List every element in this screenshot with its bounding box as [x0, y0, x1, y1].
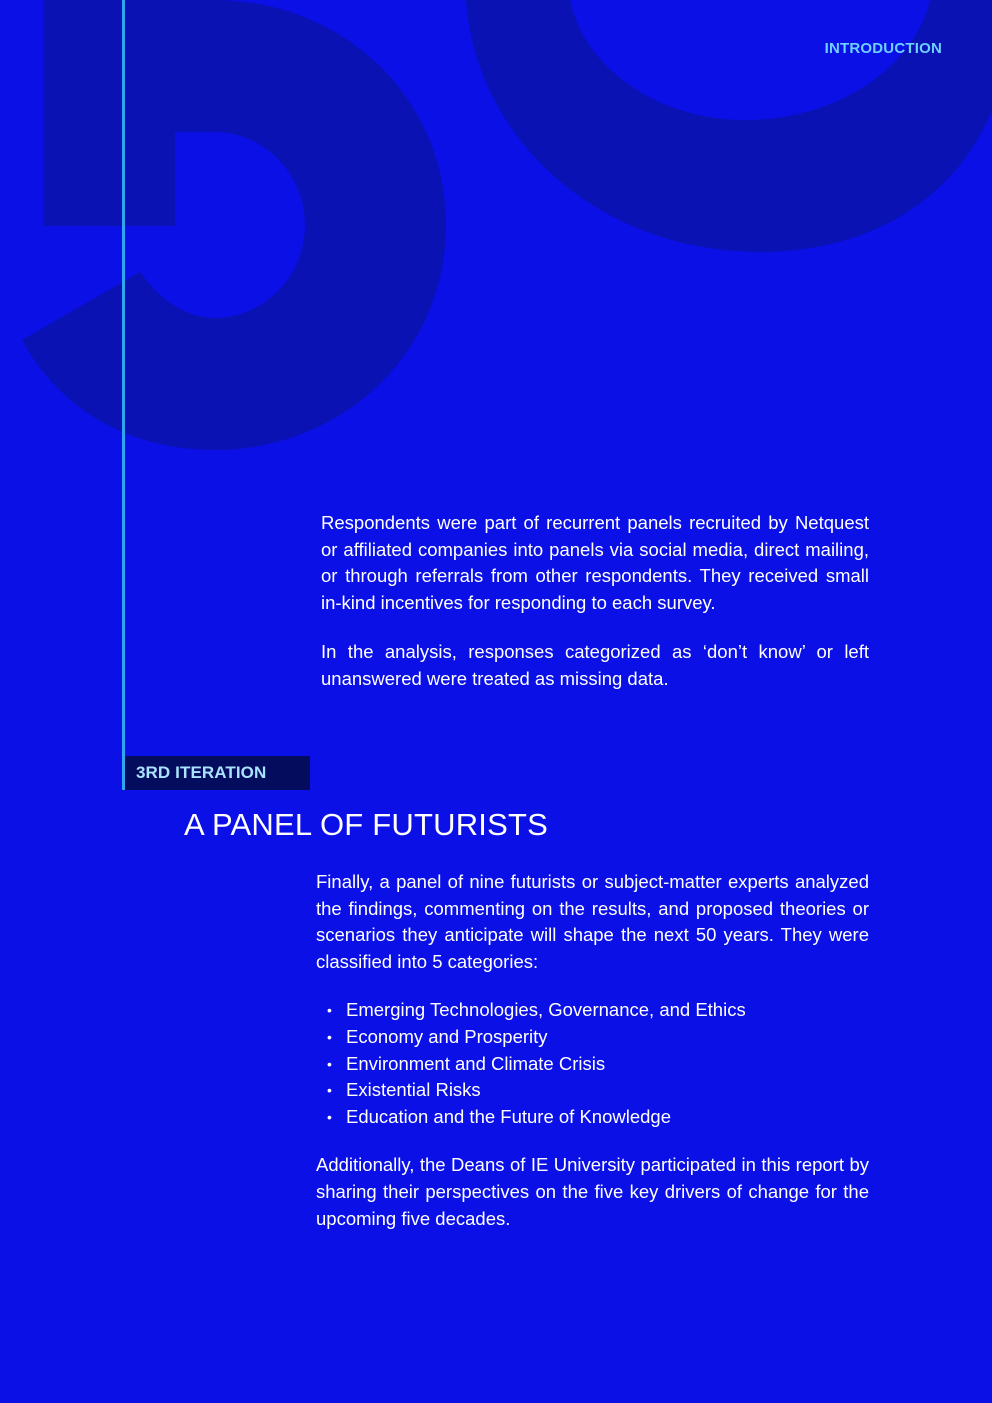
section-title: A PANEL OF FUTURISTS: [184, 807, 548, 842]
numeral-zero-ring: [466, 0, 992, 252]
intro-paragraph-1: Respondents were part of recurrent panels recruited by Netquest or affiliated companies into panels via social media, direct mailing, or through referrals from other respondents. They received small in-kind incentives for responding to each survey.: [321, 512, 869, 613]
category-label: Environment and Climate Crisis: [346, 1052, 606, 1074]
futurists-paragraph: Finally, a panel of nine futurists or subject-matter experts analyzed the findings, commenting on the results, and proposed theories or scenarios they anticipate will shape the next 50 years. They were classified into 5 categories:: [316, 871, 869, 972]
section-label: INTRODUCTION: [824, 40, 942, 57]
list-item: [316, 1104, 869, 1131]
category-label: Emerging Technologies, Governance, and Ethics: [346, 999, 746, 1021]
closing-paragraph: Additionally, the Deans of IE University participated in this report by sharing their perspectives on the five key drivers of change for the upcoming five decades.: [316, 1154, 869, 1229]
list-item: [316, 1051, 869, 1078]
futurists-text-block: [316, 869, 869, 1232]
category-label: Economy and Prosperity: [346, 1025, 548, 1047]
bullet-icon: •: [327, 1082, 332, 1099]
category-label: Existential Risks: [346, 1079, 481, 1101]
category-label: Education and the Future of Knowledge: [346, 1105, 672, 1127]
bullet-icon: •: [327, 1002, 332, 1019]
bullet-icon: •: [327, 1108, 332, 1125]
intro-paragraph-2: In the analysis, responses categorized as ‘don’t know’ or left unanswered were treated as missing data.: [321, 641, 869, 689]
list-item: [316, 1077, 869, 1104]
iteration-tag: 3RD ITERATION: [125, 756, 310, 790]
bullet-icon: •: [327, 1028, 332, 1045]
bullet-icon: •: [327, 1055, 332, 1072]
list-item: [316, 1024, 869, 1051]
accent-vertical-line: [122, 0, 125, 790]
category-list: [316, 997, 869, 1130]
list-item: [316, 997, 869, 1024]
intro-text-block: [321, 510, 869, 693]
